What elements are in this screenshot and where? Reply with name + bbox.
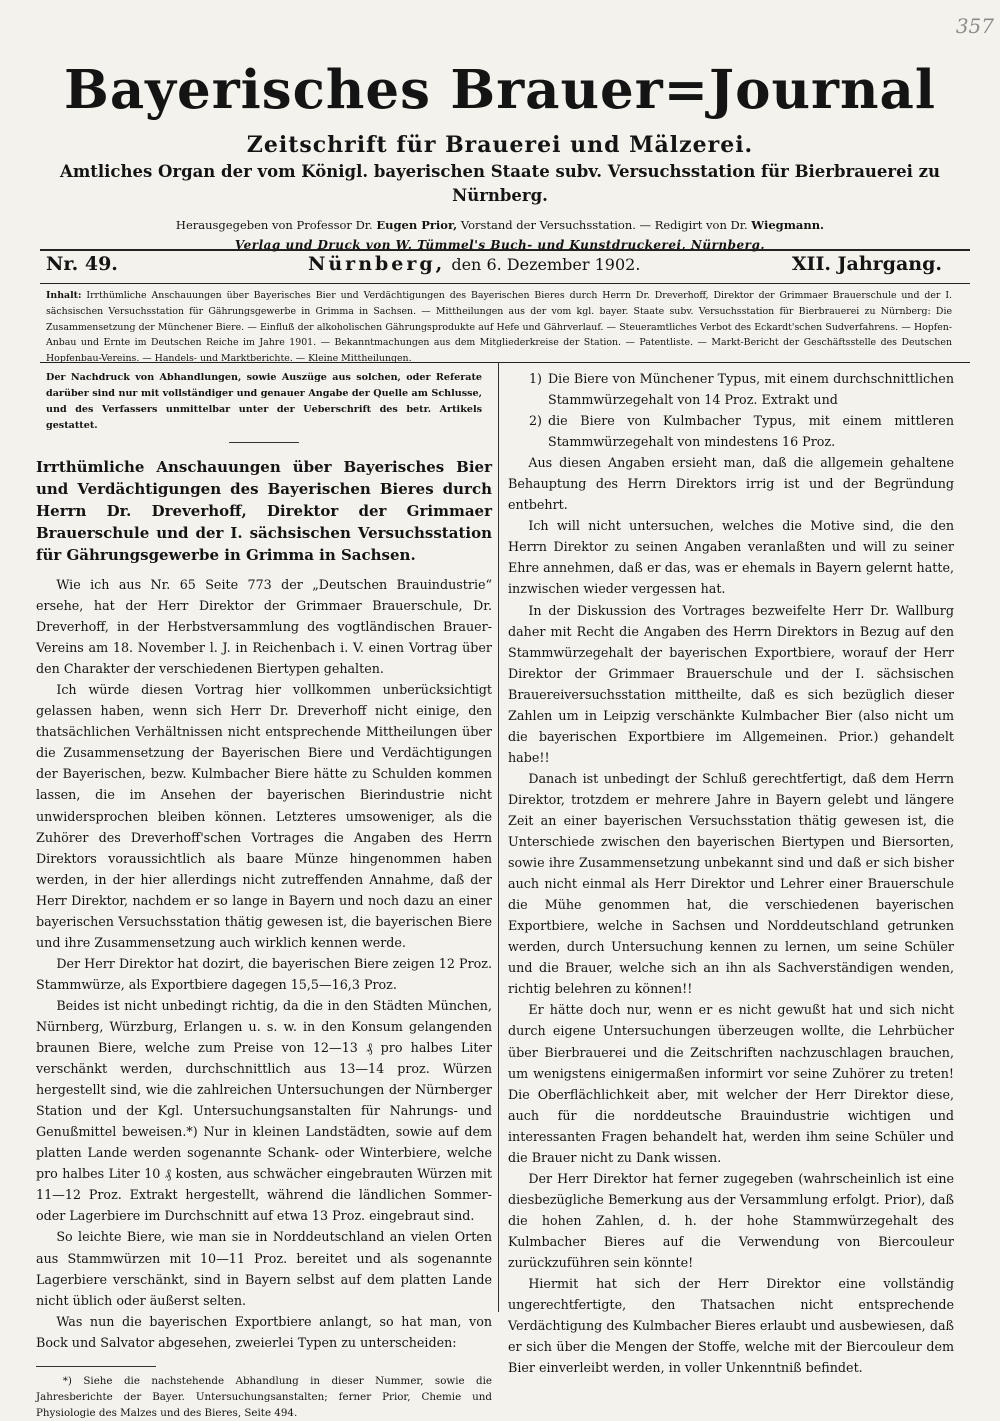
paragraph: Hiermit hat sich der Herr Direktor eine vollständig ungerechtfertigte, den Thatsachen nicht entsprechende Verdächtigung des Kulmbacher Bieres erlaubt und ausbewiesen, daß er sich über die Mengen der Stoffe, welche mit der Biercouleur dem Bier einverleibt werden, in voller Unkenntniß befindet.: [508, 1276, 954, 1376]
right-column: [508, 368, 954, 1378]
issue-bar: [46, 253, 942, 279]
paragraph: Der Herr Direktor hat dozirt, die bayerischen Biere zeigen 12 Proz. Stammwürze, als Exportbiere dagegen 15,5—16,3 Proz.: [36, 955, 492, 992]
paragraph: Aus diesen Angaben ersieht man, daß die allgemein gehaltene Behauptung des Herrn Direktors irrig ist und der Begründung entbehrt.: [508, 455, 954, 513]
publisher-line: [30, 216, 970, 234]
journal-title: Bayerisches Brauer=Journal: [64, 59, 936, 121]
editor-name: Wiegmann.: [751, 218, 825, 232]
publisher-mid: Vorstand der Versuchsstation. — Redigirt von Dr.: [460, 218, 748, 232]
page-number: 357: [955, 14, 994, 38]
masthead-rule: [40, 249, 970, 251]
toc-label: Inhalt:: [46, 290, 82, 301]
publisher-prefix: Herausgegeben von Professor Dr.: [175, 218, 373, 232]
issue-place-date: [308, 253, 640, 275]
paragraph: Der Herr Direktor hat ferner zugegeben (wahrscheinlich ist eine diesbezügliche Bemerkung aus der Versammlung erfolgt. Prior), daß die hohen Zahlen, d. h. der hohe Stammwürzegehalt des Kulmbacher Bieres auf die Verwendung von Biercouleur zurückzuführen sein könnte!: [508, 1170, 954, 1270]
paragraph: Wie ich aus Nr. 65 Seite 773 der „Deutschen Brauindustrie“ ersehe, hat der Herr Direktor der Grimmaer Brauerschule, Dr. Dreverhoff, in der Herbstversammlung des vogtländischen Brauer-Vereins am 18. November l. J. in Reichenbach i. V. einen Vortrag über den Charakter der verschiedenen Biertypen gehalten.: [36, 577, 492, 677]
list-text: die Biere von Kulmbacher Typus, mit einem mittleren Stammwürzegehalt von mindestens 16 Proz.: [548, 413, 954, 450]
journal-subtitle: Zeitschrift für Brauerei und Mälzerei.: [246, 132, 754, 158]
table-of-contents: [46, 288, 952, 367]
paragraph: So leichte Biere, wie man sie in Norddeutschland an vielen Orten aus Stammwürzen mit 10—11 Proz. bereitet und als sogenannte Lagerbiere verschänkt, sind in Bayern selbst auf dem platten Lande nicht üblich oder äußerst selten.: [36, 1229, 492, 1308]
printer-line: Verlag und Druck von W. Tümmel's Buch- und Kunstdruckerei, Nürnberg.: [234, 238, 766, 252]
publisher-name: Eugen Prior,: [376, 218, 458, 232]
paragraph: Beides ist nicht unbedingt richtig, da die in den Städten München, Nürnberg, Würzburg, Erlangen u. s. w. in den Konsum gelangenden braunen Biere, welche zum Preise von 12—13 ₰ pro halbes Liter verschänkt werden, durchschnittlich aus 13—14 proz. Würzen hergestellt sind, wie die zahlreichen Untersuchungen der Nürnberger Station und der Kgl. Untersuchungsanstalten für Nahrungs- und Genußmittel beweisen.*) Nur in kleinen Landstädten, sowie auf dem platten Lande werden sogenannte Schank- oder Winterbiere, welche pro halbes Liter 10 ₰ kosten, aus schwächer eingebrauten Würzen mit 11—12 Proz. Extrakt hergestellt, während die ländlichen Sommer- oder Lagerbiere im Durchschnitt auf etwa 13 Proz. eingebraut sind.: [36, 997, 492, 1224]
column-divider: [498, 362, 499, 1312]
issue-volume: XII. Jahrgang.: [791, 253, 942, 275]
paragraph: Ich würde diesen Vortrag hier vollkommen unberücksichtigt gelassen haben, wenn sich Herr Dr. Dreverhoff nicht einige, den thatsächlichen Verhältnissen nicht entsprechende Mittheilungen über die Zusammensetzung der Bayerischen Biere und Verdächtigungen der Bayerischen, bezw. Kulmbacher Biere hätte zu Schulden kommen lassen, die im Ansehen der bayerischen Bierindustrie nicht unwidersprochen bleiben können. Letzteres umsoweniger, als die Zuhörer des Dreverhoff'schen Vortrages die Angaben des Herrn Direktors voraussichtlich als baare Münze hingenommen haben werden, in der hier allerdings nicht zutreffenden Annahme, daß der Herr Direktor, nachdem er so lange in Bayern und noch dazu an einer bayerischen Versuchsstation thätig gewesen ist, die bayerischen Biere und ihre Zusammensetzung auch wirklich kennen werde.: [36, 682, 492, 950]
reprint-notice: Der Nachdruck von Abhandlungen, sowie Auszüge aus solchen, oder Referate darüber sind nur mit vollständiger und genauer Angabe der Quelle am Schlusse, und des Verfassers unmittelbar unter der Ueberschrift des betr. Artikels gestattet.: [46, 372, 482, 431]
paragraph: Was nun die bayerischen Exportbiere anlangt, so hat man, von Bock und Salvator abgesehen, zweierlei Typen zu unterscheiden:: [36, 1313, 492, 1350]
footnote-rule: [36, 1366, 156, 1367]
issue-date: den 6. Dezember 1902.: [451, 255, 641, 274]
list-item: [508, 410, 954, 452]
toc-text: Irrthümliche Anschauungen über Bayerisches Bier und Verdächtigungen des Bayerischen Bieres durch Herrn Dr. Dreverhoff, Direktor der Grimmaer Brauerschule und der I. sächsischen Versuchsstation für Gährungsgewerbe in Grimma in Sachsen. — Mittheilungen aus der vom kgl. bayer. Staate subv. Versuchsstation für Bierbrauerei zu Nürnberg: Die Zusammensetzung der Münchener Biere. — Einfluß der alkoholischen Gährungsprodukte auf Hefe und Gährverlauf. — Steueramtliches Verbot des Eckardt'schen Sudverfahrens. — Hopfen-Anbau und Ernte im Deutschen Reiche im Jahre 1901. — Bekanntmachungen aus dem Mitgliederkreise der Station. — Patentliste. — Markt-Bericht der Geschäftsstelle des Deutschen Hopfenbau-Vereins. — Handels- und Marktberichte. — Kleine Mittheilungen.: [46, 290, 953, 365]
left-column: [36, 368, 492, 1421]
list-item: [508, 368, 954, 410]
official-organ-line: Amtliches Organ der vom Königl. bayerischen Staate subv. Versuchsstation für Bierbrauerei zu Nürnberg.: [60, 162, 940, 205]
list-number: 2): [528, 413, 542, 429]
paragraph: In der Diskussion des Vortrages bezweifelte Herr Dr. Wallburg daher mit Recht die Angaben des Herrn Direktors in Bezug auf den Stammwürzegehalt der bayerischen Exportbiere, worauf der Herr Direktor der Grimmaer Brauerschule und der I. sächsischen Brauereiversuchsstation mittheilte, daß es sich bezüglich dieser Zahlen um in Leipzig verschänkte Kulmbacher Bier (also nicht um die bayerischen Exportbiere im Allgemeinen. Prior.) gehandelt habe!!: [508, 602, 954, 765]
list-number: 1): [528, 371, 542, 386]
paragraph: Ich will nicht untersuchen, welches die Motive sind, die den Herrn Direktor zu seinen Angaben veranlaßten und will zu seiner Ehre annehmen, daß er das, was er ehemals in Bayern gelernt hatte, inzwischen wieder vergessen hat.: [508, 518, 954, 597]
article-heading: Irrthümliche Anschauungen über Bayerisches Bier und Verdächtigungen des Bayerischen Bieres durch Herrn Dr. Dreverhoff, Direktor der Grimmaer Brauerschule und der I. sächsischen Versuchsstation für Gährungsgewerbe in Grimma in Sachsen.: [36, 458, 492, 564]
issue-number: Nr. 49.: [46, 253, 118, 275]
paragraph: Danach ist unbedingt der Schluß gerechtfertigt, daß dem Herrn Direktor, trotzdem er mehrere Jahre in Bayern gelebt und längere Zeit an einer bayerischen Versuchsstation thätig gewesen ist, die Unterschiede zwischen den bayerischen Biertypen und Biersorten, sowie ihre Zusammensetzung unbekannt sind und daß er sich bisher auch nicht einmal als Herr Direktor und Lehrer einer Brauerschule die Mühe genommen hat, die verschiedenen bayerischen Exportbiere, welche in Sachsen und Norddeutschland getrunken werden, durch Untersuchung kennen zu lernen, um seine Schüler und die Brauer, welche sich an ihn als Sachverständigen wenden, richtig belehren zu können!!: [508, 770, 954, 997]
toc-rule: [40, 362, 970, 363]
issue-city: Nürnberg,: [308, 253, 446, 275]
paragraph: Er hätte doch nur, wenn er es nicht gewußt hat und sich nicht durch eigene Untersuchungen überzeugen wollte, die Lehrbücher über Bierbrauerei und die Zeitschriften nachzuschlagen brauchen, um wenigstens einigermaßen informirt vor seine Zuhörer zu treten! Die Oberflächlichkeit aber, mit welcher der Herr Direktor diese, auch für die norddeutsche Brauindustrie wichtigen und interessanten Fragen behandelt hat, werden ihm seine Schüler und die Brauer nicht zu Dank wissen.: [508, 1002, 954, 1165]
footnote: *) Siehe die nachstehende Abhandlung in dieser Nummer, sowie die Jahresberichte der Bayer. Untersuchungsanstalten; ferner Prior, Chemie und Physiologie des Malzes und des Bieres, Seite 494.: [36, 1374, 492, 1419]
list-text: Die Biere von Münchener Typus, mit einem durchschnittlichen Stammwürzegehalt von 14 Proz. Extrakt und: [548, 371, 954, 408]
masthead: [30, 52, 970, 254]
notice-rule: [229, 442, 299, 443]
issue-rule: [40, 283, 970, 284]
